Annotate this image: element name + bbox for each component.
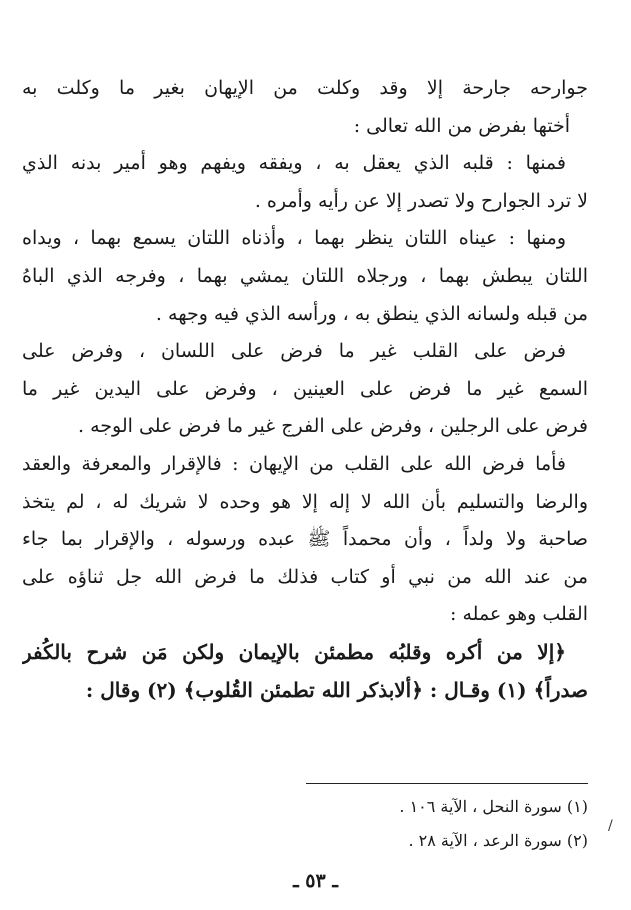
text-line: السمع غير ما فرض على العينين ، وفرض على اليدين غير ما xyxy=(22,377,588,400)
text-line: صاحبة ولا ولداً ، وأن محمداً ﷺ عبده ورسوله ، والإقرار بما جاء xyxy=(22,528,588,551)
text-line: اللتان يبطش بهما ، ورجلاه اللتان يمشي بهما ، وفرجه الذي الباهُ xyxy=(22,264,588,287)
text-line: أختها بفرض من الله تعالى : xyxy=(353,114,570,137)
text-line: لا ترد الجوارح ولا تصدر إلا عن رأيه وأمره . xyxy=(254,189,588,212)
footnote-divider xyxy=(306,783,588,784)
text-line: فمنها : قلبه الذي يعقل به ، ويفقه ويفهم وهو أمير بدنه الذي xyxy=(22,152,566,175)
text-line: فرض على الرجلين ، وفرض على الفرج غير ما فرض على الوجه . xyxy=(78,415,588,438)
text-line: ومنها : عيناه اللتان ينظر بهما ، وأذناه اللتان يسمع بهما ، ويداه xyxy=(22,227,566,250)
footnotes xyxy=(188,790,588,858)
text-line: من قبله ولسانه الذي ينطق به ، ورأسه الذي فيه وجهه . xyxy=(155,302,588,325)
text-line: جوارحه جارحة إلا وقد وكلت من الإيهان بغير ما وكلت به xyxy=(22,77,588,99)
text-line: فرض على القلب غير ما فرض على اللسان ، وفرض على xyxy=(22,340,566,363)
text-line: فأما فرض الله على القلب من الإيهان : فالإقرار والمعرفة والعقد xyxy=(22,452,566,475)
quran-verse-line: صدراً﴾ (١) وقـال : ﴿ألابذكر الله تطمئن القُلوب﴾ (٢) وقال : xyxy=(85,677,588,702)
quran-verse-line: ﴿إلا من أكره وقلبُه مطمئن بالإيمان ولكن مَن شرح بالكُفر xyxy=(22,639,566,664)
footnote-1: (١) سورة النحل ، الآية ١٠٦ . xyxy=(399,797,588,816)
margin-mark: / xyxy=(608,818,613,834)
text-line: القلب وهو عمله : xyxy=(450,603,588,626)
text-line: والرضا والتسليم بأن الله لا إله إلا هو وحده لا شريك له ، لم يتخذ xyxy=(22,490,588,513)
page-number: ـ ٥٣ ـ xyxy=(293,870,338,892)
text-line: من عند الله من نبي أو كتاب فذلك ما فرض الله جل ثناؤه على xyxy=(22,565,588,588)
footnote-2: (٢) سورة الرعد ، الآية ٢٨ . xyxy=(408,831,588,850)
body-text xyxy=(22,70,588,709)
